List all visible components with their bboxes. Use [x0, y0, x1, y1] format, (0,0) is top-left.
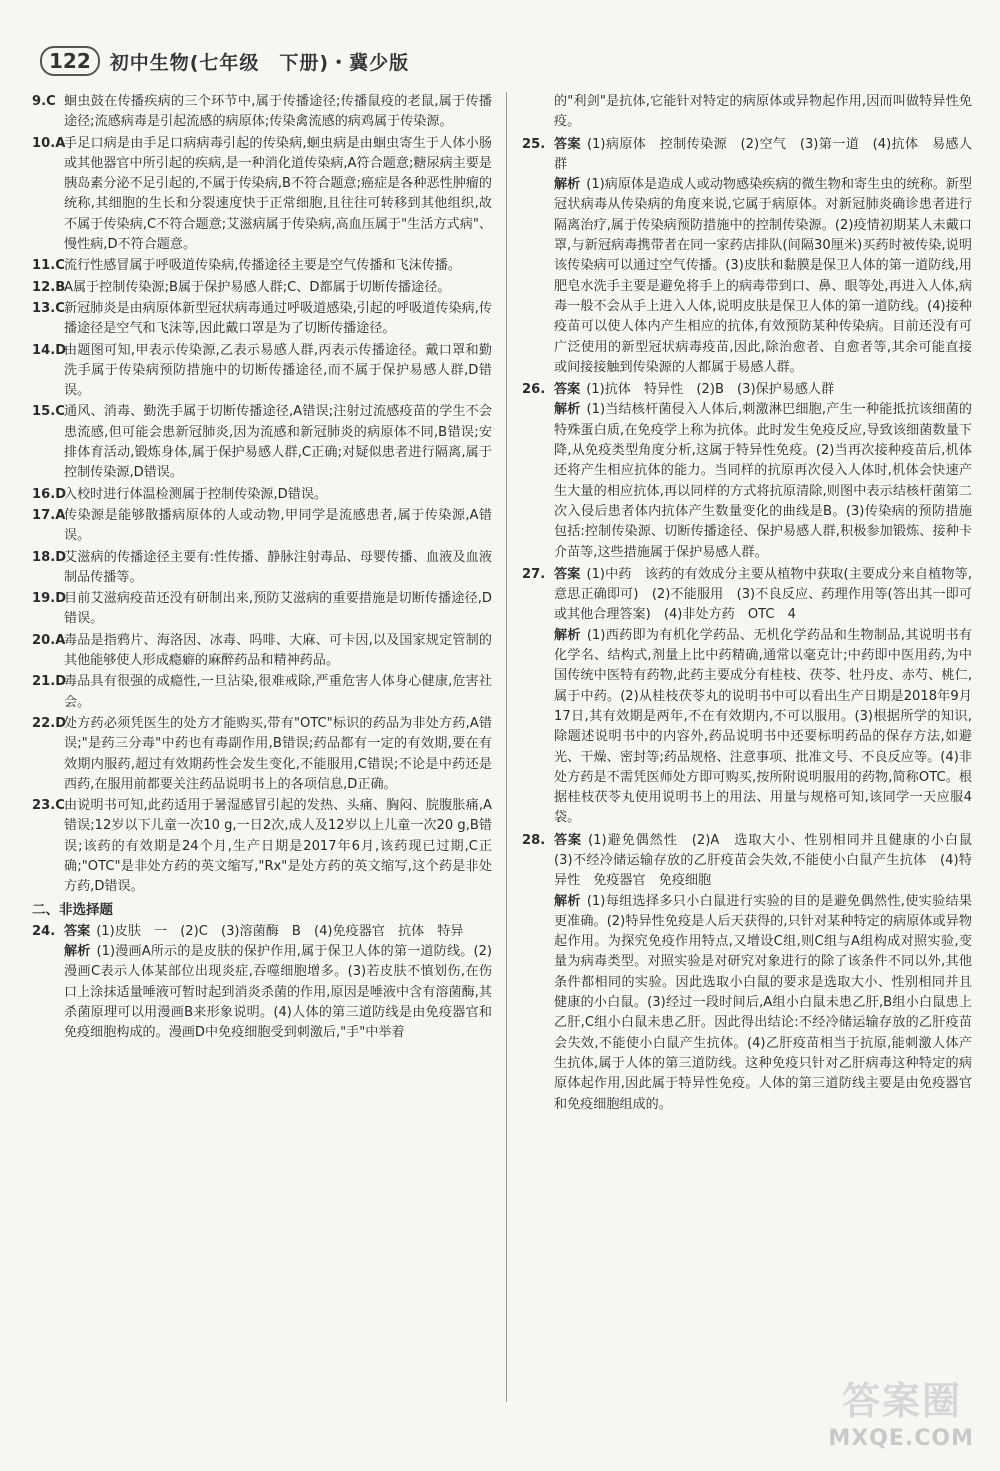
- analysis-label: 解析: [554, 627, 581, 643]
- analysis-text: (1)每组选择多只小白鼠进行实验的目的是避免偶然性,使实验结果更准确。(2)特异性免疫是人后天获得的,只针对某种特定的病原体或异物起作用。为探究免疫作用特点,又增设C组,则C组与A组构成对照实验,变量为病毒类型。对照实验是对研究对象进行的除了该条件不同以外,其他条件都相同的实验。因此选取小白鼠的要求是选取大小、性别相同并且健康的小白鼠。(3)经过一段时间后,A组小白鼠未患乙肝,B组小白鼠患上乙肝,C组小白鼠未患乙肝。因此得出结论:不经冷储运输存放的乙肝疫苗会失效,不能使小白鼠产生抗体。(4)乙肝疫苗相当于抗原,能刺激人体产生抗体,属于人体的第三道防线。这种免疫只针对乙肝病毒这种特定的病原体起作用,因此属于特异性免疫。人体的第三道防线主要是由免疫器官和免疫细胞组成的。: [554, 893, 972, 1112]
- entry-number: 9.C: [32, 94, 56, 109]
- answer-entry: [30, 506, 492, 547]
- answer-label: 答案: [554, 136, 581, 152]
- entry-number: 19.D: [32, 591, 67, 607]
- analysis-24: [30, 942, 492, 1043]
- entry-text: 传染源是能够散播病原体的人或动物,甲同学是流感患者,属于传染源,A错误。: [64, 507, 492, 544]
- answer-entry: [30, 341, 492, 402]
- analysis-text: (1)西药即为有机化学药品、无机化学药品和生物制品,其说明书有化学名、结构式,剂量上比中药精确,通常以毫克计;中药即中医用药,为中国传统中医特有药物,此药主要成分有桂枝、茯苓、牡丹皮、赤芍、桃仁,属于中药。(2)从桂枝茯苓丸的说明书中可以看出生产日期是2018年9月17日,其有效期是两年,不在有效期内,不可以服用。(3)根据所学的知识,除题述说明书中的内容外,药品说明书中还要标明药品的保存方法,如避光、干燥、密封等;药品规格、注意事项、批准文号、不良反应等。(4)非处方药是不需凭医师处方即可购买,按所附说明服用的药物,简称OTC。根据桂枝茯苓丸使用说明书上的用法、用量与规格可知,该同学一天应服4袋。: [554, 627, 972, 826]
- entry-number: 17.A: [32, 507, 66, 523]
- page-header: [40, 44, 409, 78]
- entry-text: 由题图可知,甲表示传染源,乙表示易感人群,丙表示传播途径。戴口罩和勤洗手属于传染病预防措施中的切断传播途径,而不属于保护易感人群,D错误。: [64, 342, 492, 399]
- analysis-text: (1)当结核杆菌侵入人体后,刺激淋巴细胞,产生一种能抵抗该细菌的特殊蛋白质,在免疫学上称为抗体。此时发生免疫反应,导致该细菌数量下降,从免疫类型角度分析,这属于特异性免疫。(2)当再次接种疫苗后,机体还将产生相应抗体的能力。当同样的抗原再次侵入人体时,机体会快速产生大量的相应抗体,再以同样的方式将抗原清除,则图中表示结核杆菌第二次入侵后患者体内抗体产生数量变化的曲线是B。(3)传染病的预防措施包括:控制传染源、切断传播途径、保护易感人群,积极参加锻炼、接种卡介苗等,这些措施属于保护易感人群。: [554, 402, 973, 560]
- answer-text: (1)病原体 控制传染源 (2)空气 (3)第一道 (4)抗体 易感人群: [554, 136, 972, 172]
- entry-number: 12.B: [32, 279, 66, 295]
- entry-number: 14.D: [32, 342, 67, 358]
- question-number: 25.: [522, 136, 546, 152]
- page-number: 122: [40, 46, 100, 76]
- answer-entry: [30, 278, 492, 298]
- entry-text: 通风、消毒、勤洗手属于切断传播途径,A错误;注射过流感疫苗的学生不会患流感,但可能会患新冠肺炎,因为流感和新冠肺炎的病原体不同,B错误;安排体育活动,锻炼身体,属于保护易感人群,C正确;对疑似患者进行隔离,属于控制传染源,D错误。: [64, 404, 492, 481]
- answer-entry: [30, 714, 492, 795]
- answer-entry: [30, 631, 492, 672]
- analysis-text: (1)漫画A所示的是皮肤的保护作用,属于保卫人体的第一道防线。(2)漫画C表示人体某部位出现炎症,吞噬细胞增多。(3)若皮肤不慎划伤,在伤口上涂抹适量唾液可暂时起到消炎杀菌的作用,原因是唾液中含有溶菌酶,其杀菌原理可以用漫画B来形象说明。(4)人体的第三道防线是由免疫器官和免疫细胞构成的。漫画D中免疫细胞受到刺激后,"手"中举着: [64, 944, 493, 1041]
- entry-number: 13.C: [32, 300, 65, 316]
- analysis-27: [520, 626, 972, 829]
- question-26: [520, 380, 972, 400]
- question-number: 28.: [522, 832, 546, 848]
- question-number: 26.: [522, 382, 546, 398]
- entry-text: A属于控制传染源;B属于保护易感人群;C、D都属于切断传播途径。: [64, 279, 451, 295]
- answer-label: 答案: [554, 382, 581, 398]
- entry-text: 毒品具有很强的成瘾性,一旦沾染,很难戒除,严重危害人体身心健康,危害社会。: [64, 674, 492, 710]
- answer-entry: [30, 796, 492, 897]
- watermark-url: MXQE.COM: [828, 1426, 974, 1451]
- question-28: [520, 831, 986, 892]
- answer-entry: [30, 672, 492, 713]
- entry-text: 手足口病是由手足口病病毒引起的传染病,蛔虫病是由蛔虫寄生于人体小肠或其他器官中所引起的疾病,是一种消化道传染病,A符合题意;糖尿病主要是胰岛素分泌不足引起的,不属于传染病,B不符合题意;癌症是各种恶性肿瘤的统称,其细胞的生长和分裂速度快于正常细胞,且往往可转移到其他组织,故不属于传染病,C不符合题意;艾滋病属于传染病,高血压属于"生活方式病"、慢性病,D不符合题意。: [64, 135, 492, 253]
- answer-entry: [30, 92, 492, 133]
- answer-entry: [30, 589, 492, 630]
- entry-number: 21.D: [32, 674, 67, 690]
- entry-text: 目前艾滋病疫苗还没有研制出来,预防艾滋病的重要措施是切断传播途径,D错误。: [64, 591, 492, 627]
- answer-text: (1)皮肤 一 (2)C (3)溶菌酶 B (4)免疫器官 抗体 特异: [96, 923, 464, 939]
- section-title: 二、非选择题: [32, 901, 113, 918]
- entry-number: 10.A: [32, 135, 66, 151]
- entry-number: 23.C: [32, 798, 65, 814]
- answer-entry: [30, 134, 492, 256]
- analysis-text: (1)病原体是造成人或动物感染疾病的微生物和寄生虫的统称。新型冠状病毒从传染病的角度来说,它属于病原体。对新冠肺炎确诊患者进行隔离治疗,属于传染病预防措施中的控制传染源。(2)疫情初期某人未戴口罩,与新冠病毒携带者在同一家药店排队(间隔30厘米)买药时被传染,说明该传染病可以通过空气传播。(3)皮肤和黏膜是保卫人体的第一道防线,用肥皂水洗手主要是避免将手上的病毒带到口、鼻、眼等处,再进入人体,病毒一般不会从手上进入人体,说明皮肤是保卫人体的第一道防线。(4)接种疫苗可以使人体内产生相应的抗体,有效预防某种传染病。目前还没有可广泛使用的新型冠状病毒疫苗,因此,除治愈者、自愈者等,其余可能直接或间接接触到传染源的人都属于易感人群。: [554, 177, 973, 375]
- entry-number: 20.A: [32, 632, 66, 648]
- entry-text: 由说明书可知,此药适用于暑湿感冒引起的发热、头痛、胸闷、脘腹胀痛,A错误;12岁以下儿童一次10 g,一日2次,成人及12岁以上儿童一次20 g,B错误;该药的有效期是24个月,生产日期是2017年6月,该药现已过期,C正确;"OTC"是非处方药的英文缩写,"Rx"是处方药的英文缩写,这个药是非处方药,D错误。: [64, 798, 492, 895]
- watermark-logo: 答案圈: [841, 1379, 962, 1423]
- question-number: 27.: [522, 566, 546, 582]
- entry-number: 11.C: [32, 258, 65, 274]
- entry-number: 16.D: [32, 486, 67, 502]
- column-divider: [506, 92, 507, 1402]
- entry-text: 艾滋病的传播途径主要有:性传播、静脉注射毒品、母婴传播、血液及血液制品传播等。: [64, 549, 492, 585]
- continued-text: 的"利剑"是抗体,它能针对特定的病原体或异物起作用,因而叫做特异性免疫。: [554, 94, 972, 130]
- left-column: [30, 92, 492, 1046]
- entry-text: 蛔虫鼓在传播疾病的三个环节中,属于传播途径;传播鼠疫的老鼠,属于传播途径;流感病毒是引起流感的病原体;传染禽流感的病鸡属于传染源。: [64, 94, 492, 130]
- choice-answers-list: [30, 92, 492, 898]
- answer-entry: [30, 402, 492, 483]
- answer-label: 答案: [554, 832, 583, 848]
- answer-label: 答案: [554, 566, 581, 582]
- question-number: 24.: [32, 923, 56, 939]
- answer-label: 答案: [64, 923, 91, 939]
- answer-text: (1)抗体 特异性 (2)B (3)保护易感人群: [586, 382, 835, 398]
- question-24: [30, 922, 492, 942]
- right-column: [520, 92, 986, 1117]
- entry-text: 毒品是指鸦片、海洛因、冰毒、吗啡、大麻、可卡因,以及国家规定管制的其他能够使人形成瘾癖的麻醉药品和精神药品。: [64, 632, 492, 669]
- analysis-label: 解析: [554, 177, 581, 193]
- answer-entry: [30, 548, 492, 589]
- analysis-label: 解析: [554, 893, 581, 909]
- entry-number: 22.D: [32, 715, 67, 731]
- entry-text: 入校时进行体温检测属于控制传染源,D错误。: [64, 486, 328, 502]
- analysis-26: [520, 400, 972, 562]
- answer-text: (1)中药 该药的有效成分主要从植物中获取(主要成分来自植物等,意思正确即可) (2)不能服用 (3)不良反应、药理作用等(答出其一即可或其他合理答案) (4)非处方药 OTC 4: [554, 566, 972, 623]
- entry-text: 新冠肺炎是由病原体新型冠状病毒通过呼吸道感染,引起的呼吸道传染病,传播途径是空气和飞沫等,因此戴口罩是为了切断传播途径。: [64, 300, 492, 337]
- book-title: 初中生物(七年级 下册)・冀少版: [109, 51, 410, 74]
- entry-text: 流行性感冒属于呼吸道传染病,传播途径主要是空气传播和飞沫传播。: [64, 258, 461, 274]
- entry-text: 处方药必须凭医生的处方才能购买,带有"OTC"标识的药品为非处方药,A错误;"是药三分毒"中药也有毒副作用,B错误;药品都有一定的有效期,要在有效期内服药,超过有效期药性会发生变化,不能服用,C错误;不论是中药还是西药,在服用前都要关注药品说明书上的各项信息,D正确。: [64, 715, 492, 792]
- analysis-label: 解析: [554, 402, 581, 418]
- analysis-28: [520, 892, 972, 1115]
- analysis-25: [520, 175, 972, 378]
- answer-entry: [30, 485, 492, 505]
- question-27: [520, 565, 972, 626]
- answer-entry: [30, 256, 492, 276]
- question-25: [520, 135, 972, 176]
- analysis-label: 解析: [64, 944, 91, 960]
- answer-text: (1)避免偶然性 (2)A 选取大小、性别相同并且健康的小白鼠 (3)不经冷储运输存放的乙肝疫苗会失效,不能使小白鼠产生抗体 (4)特异性 免疫器官 免疫细胞: [554, 832, 986, 889]
- answer-entry: [30, 299, 492, 340]
- entry-number: 18.D: [32, 549, 67, 565]
- entry-number: 15.C: [32, 404, 65, 420]
